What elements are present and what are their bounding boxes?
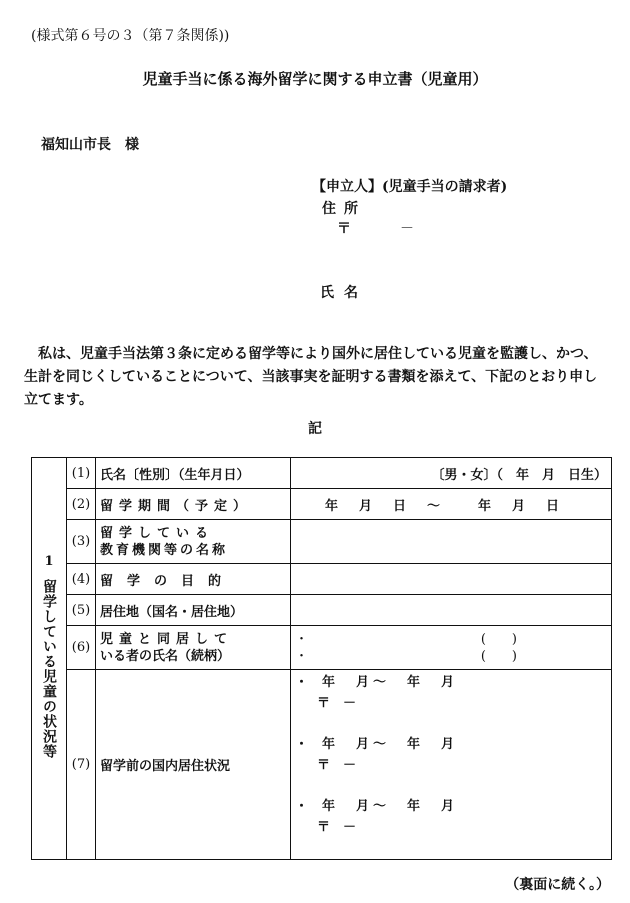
relation-paren: ( ): [480, 631, 517, 647]
form-number: (様式第６号の３（第７条関係)): [31, 28, 230, 44]
table-row: [32, 670, 612, 860]
table-row: [32, 520, 612, 564]
row-label: [96, 626, 291, 670]
section-title: 留学している児童の状況等: [41, 579, 57, 759]
table-row: [32, 595, 612, 626]
row-label: [96, 520, 291, 564]
residence-period: 年 月～ 年 月: [322, 675, 459, 690]
residence-postal: 〒 －: [317, 820, 357, 835]
row-label: 留学前の国内居住状況: [96, 670, 291, 860]
residence-entry: ・ 年 月～ 年 月 〒 －: [295, 674, 607, 736]
row-number: (4): [67, 564, 96, 595]
label-line: 留学している: [100, 525, 215, 541]
row-number: (7): [67, 670, 96, 860]
section-side-label: [32, 458, 67, 860]
table-row: [32, 564, 612, 595]
row-number: (1): [67, 458, 96, 489]
row-number: (3): [67, 520, 96, 564]
residence-period: 年 月～ 年 月: [322, 737, 459, 752]
row-label: 氏名〔性別〕（生年月日）: [96, 458, 291, 489]
bullet: ・: [295, 648, 309, 664]
postal-dash: －: [400, 221, 414, 237]
study-purpose-field[interactable]: [291, 564, 612, 595]
relation-paren: ( ): [480, 648, 517, 664]
row-label: 留学の目的: [96, 564, 291, 595]
field-template: 年 月 日 ～ 年 月 日: [325, 498, 564, 514]
row-number: (6): [67, 626, 96, 670]
row-number: (2): [67, 489, 96, 520]
table-row: [32, 489, 612, 520]
cohabitant-field[interactable]: [291, 626, 612, 670]
row-label: 居住地（国名・居住地）: [96, 595, 291, 626]
cohabitant-line: [295, 631, 607, 648]
table-row: [32, 458, 612, 489]
residence-period: 年 月～ 年 月: [322, 799, 459, 814]
name-gender-birth-field[interactable]: [291, 458, 612, 489]
ki-heading: 記: [308, 421, 322, 437]
label-line: 教育機関等の名称: [100, 542, 229, 558]
table-row: [32, 626, 612, 670]
residence-field[interactable]: [291, 595, 612, 626]
continued-note: （裏面に続く。）: [505, 877, 610, 893]
postal-mark: 〒: [337, 221, 351, 237]
residence-entry: ・ 年 月～ 年 月 〒 －: [295, 798, 607, 836]
cohabitant-line: [295, 648, 607, 665]
prior-residence-field[interactable]: [291, 670, 612, 860]
field-template: 〔男・女〕（ 年 月 日生）: [431, 467, 607, 483]
institution-name-field[interactable]: [291, 520, 612, 564]
label-line: いる者の氏名（続柄）: [100, 648, 231, 664]
study-period-field[interactable]: [291, 489, 612, 520]
row-label: 留学期間（予定）: [96, 489, 291, 520]
applicant-heading: 【申立人】(児童手当の請求者): [312, 179, 508, 195]
bullet: ・: [295, 631, 309, 647]
document-title: 児童手当に係る海外留学に関する申立書（児童用）: [142, 70, 488, 88]
addressee: 福知山市長 様: [41, 137, 139, 153]
residence-postal: 〒 －: [317, 696, 357, 711]
residence-entry: ・ 年 月～ 年 月 〒 －: [295, 736, 607, 798]
address-label: 住所: [322, 201, 366, 217]
section-number: 1: [44, 554, 54, 569]
child-status-table: [31, 457, 612, 860]
label-line: 児童と同居して: [100, 631, 234, 647]
residence-postal: 〒 －: [317, 758, 357, 773]
name-label: 氏名: [320, 285, 368, 301]
row-number: (5): [67, 595, 96, 626]
statement-paragraph: 私は、児童手当法第３条に定める留学等により国外に居住している児童を監護し、かつ、生計を同じくしていることについて、当該事実を証明する書類を添えて、下記のとおり申し立てます。: [24, 346, 598, 408]
